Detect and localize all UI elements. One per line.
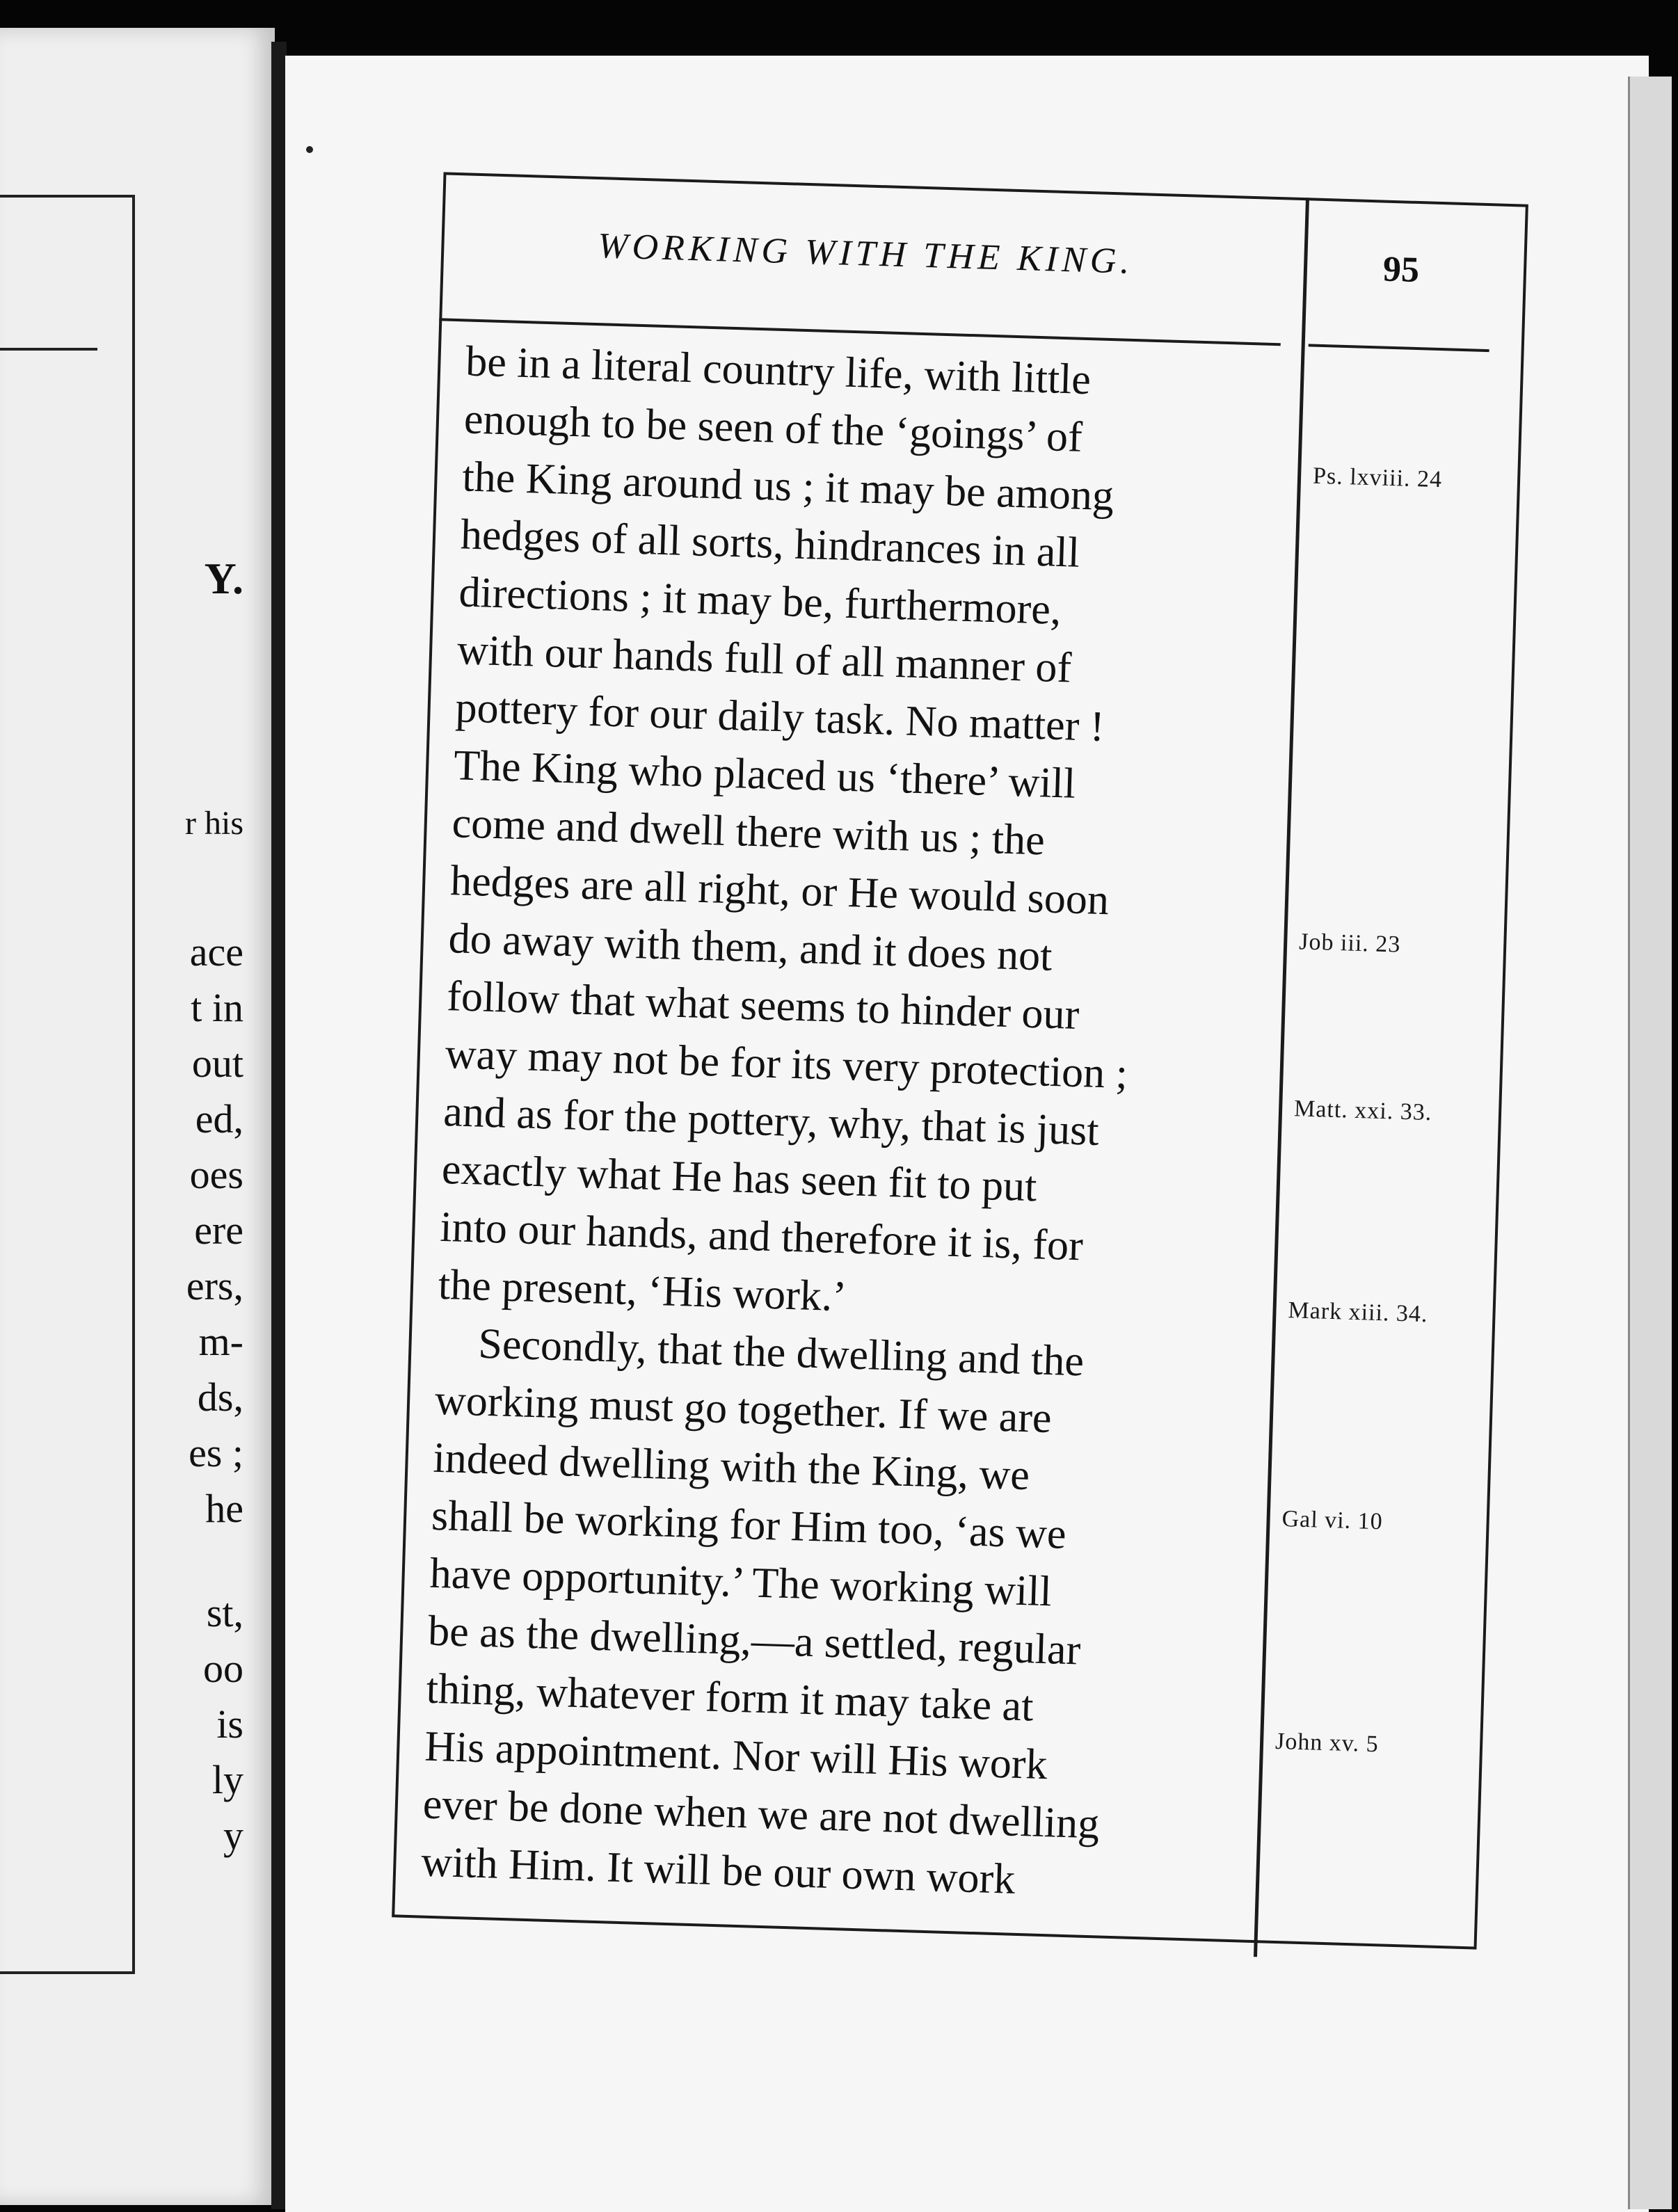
body-text — [420, 332, 1273, 1914]
text-line: the King around us ; it may be among — [461, 453, 1114, 520]
text-line: directions ; it may be, furthermore, — [458, 568, 1062, 634]
left-page — [0, 28, 275, 2205]
left-page-fragment: es ; — [189, 1430, 243, 1475]
text-line: indeed dwelling with the King, we — [432, 1434, 1030, 1500]
text-line: exactly what He has seen fit to put — [441, 1145, 1038, 1211]
margin-reference: Gal vi. 10 — [1281, 1506, 1384, 1535]
page-number: 95 — [1382, 249, 1420, 291]
text-line: Secondly, that the dwelling and the — [477, 1320, 1085, 1386]
left-page-fragment: ds, — [197, 1375, 243, 1420]
left-page-fragment: oes — [189, 1152, 243, 1197]
text-line: with Him. It will be our own work — [420, 1838, 1016, 1903]
margin-reference: Job iii. 23 — [1298, 929, 1401, 958]
left-page-fragment: y — [223, 1813, 243, 1858]
left-page-fragment: he — [205, 1486, 243, 1531]
text-line: come and dwell there with us ; the — [451, 799, 1046, 865]
text-line: be in a literal country life, with little — [465, 337, 1092, 404]
text-line: hedges are all right, or He would soon — [449, 857, 1110, 924]
text-line: pottery for our daily task. No matter ! — [454, 684, 1105, 751]
text-line: the present, ‘His work.’ — [438, 1260, 847, 1321]
left-page-fragment: ere — [194, 1208, 243, 1253]
left-page-fragment: ace — [189, 929, 243, 975]
text-line: hedges of all sorts, hindrances in all — [460, 511, 1080, 577]
left-page-fragment: ly — [211, 1757, 243, 1802]
print-speck — [306, 146, 313, 153]
text-line: His appointment. Nor will His work — [424, 1722, 1048, 1789]
text-line: The King who placed us ‘there’ will — [453, 742, 1077, 808]
text-line: and as for the pottery, why, that is just — [442, 1088, 1100, 1155]
text-line: enough to be seen of the ‘goings’ of — [463, 395, 1083, 461]
text-line: working must go together. If we are — [434, 1376, 1053, 1443]
page-edge — [1628, 77, 1672, 2209]
left-page-fragment: t in — [191, 985, 243, 1030]
left-page-fragment: out — [191, 1041, 243, 1086]
text-line: have opportunity.’ The working will — [429, 1549, 1053, 1616]
margin-reference: Matt. xxi. 33. — [1293, 1096, 1432, 1126]
text-line: way may not be for its very protection ; — [444, 1030, 1128, 1098]
left-page-fragment: m- — [198, 1319, 243, 1364]
text-line: do away with them, and it does not — [447, 915, 1053, 980]
left-page-fragment: ers, — [186, 1263, 243, 1308]
running-head: WORKING WITH THE KING. — [597, 226, 1135, 282]
text-line: shall be working for Him too, ‘as we — [431, 1491, 1067, 1558]
left-page-fragment: st, — [206, 1590, 243, 1635]
left-page-head-rule — [0, 348, 97, 351]
margin-reference: John xv. 5 — [1275, 1728, 1380, 1758]
page-frame — [392, 172, 1528, 1949]
left-page-fragment: oo — [203, 1646, 243, 1691]
text-line: follow that what seems to hinder our — [446, 972, 1080, 1039]
text-line: into our hands, and therefore it is, for — [439, 1203, 1084, 1270]
left-page-frame — [0, 195, 135, 1974]
text-line: be as the dwelling,—a settled, regular — [427, 1607, 1082, 1674]
text-line: with our hands full of all manner of — [456, 626, 1073, 692]
text-line: thing, whatever form it may take at — [425, 1665, 1034, 1731]
left-page-fragment: is — [216, 1701, 243, 1747]
text-line: ever be done when we are not dwelling — [422, 1780, 1101, 1848]
left-page-fragment: ed, — [195, 1096, 243, 1141]
left-page-fragment: r his — [185, 805, 243, 842]
left-page-fragment: Y. — [204, 554, 243, 603]
margin-reference: Mark xiii. 34. — [1288, 1297, 1429, 1328]
margin-reference: Ps. lxviii. 24 — [1312, 463, 1443, 493]
book-spine — [271, 42, 287, 2209]
